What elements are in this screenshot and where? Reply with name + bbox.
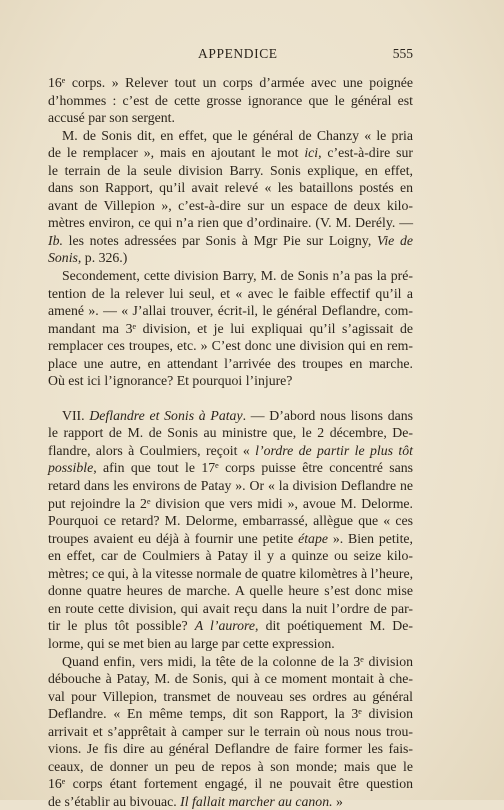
paragraph	[48, 267, 413, 390]
text-line: VII. Deflandre et Sonis à Patay. — D’abord nous lisons dans	[48, 407, 413, 425]
text-line: lorme, qui se met bien au large par cette expression.	[48, 635, 413, 653]
text-line: retard dans les environs de Patay ». Or « la division Deflandre ne	[48, 477, 413, 495]
text-line: de le remplacer », mais en ajoutant le mot ici, c’est-à-dire sur	[48, 144, 413, 162]
text-line: Deflandre. « En même temps, dit son Rapport, la 3ᵉ division	[48, 705, 413, 723]
text-line: tir le plus tôt possible? A l’aurore, dit poétiquement M. De-	[48, 617, 413, 635]
text-line: de s’établir au bivouac. Il fallait marcher au canon. »	[48, 793, 413, 810]
text-line: val pour Villepion, transmet de nouveau ses ordres au général	[48, 688, 413, 706]
text-line: 16ᵉ corps étant fortement engagé, il ne pouvait être question	[48, 775, 413, 793]
text-line: tention de la relever lui seul, et « avec le faible effectif qu’il a	[48, 285, 413, 303]
text-line: dans son Rapport, qu’il avait relevé « les bataillons postés en	[48, 179, 413, 197]
text-line: flandre, alors à Coulmiers, reçoit « l’ordre de partir le plus tôt	[48, 442, 413, 460]
text-line: donne quatre heures de marche. A quelle heure s’est donc mise	[48, 582, 413, 600]
paragraph	[48, 74, 413, 127]
text-line: le terrain de la seule division Barry. Sonis explique, en effet,	[48, 162, 413, 180]
text-line: en route cette division, qui avait reçu dans la nuit l’ordre de par-	[48, 600, 413, 618]
text-line: le rapport de M. de Sonis au ministre que, le 2 décembre, De-	[48, 424, 413, 442]
paragraph	[48, 653, 413, 810]
text-line: vions. Je fis dire au général Deflandre de faire former les fais-	[48, 740, 413, 758]
text-line: put rejoindre la 2ᵉ division que vers midi », avoue M. Delorme.	[48, 495, 413, 513]
text-line: Secondement, cette division Barry, M. de Sonis n’a pas la pré-	[48, 267, 413, 285]
text-line: 16ᵉ corps. » Relever tout un corps d’armée avec une poignée	[48, 74, 413, 92]
text-line: avant de Villepion », c’est-à-dire sur un espace de deux kilo-	[48, 197, 413, 215]
text-line: ceaux, de donner un peu de repos à son monde; mais que le	[48, 758, 413, 776]
text-line: accusé par son sergent.	[48, 109, 413, 127]
text-line: mandant ma 3ᵉ division, et je lui expliquai qu’il s’agissait de	[48, 320, 413, 338]
text-line: M. de Sonis dit, en effet, que le général de Chanzy « le pria	[48, 127, 413, 145]
text-line: possible, afin que tout le 17ᵉ corps puisse être concentré sans	[48, 459, 413, 477]
text-line: d’hommes : c’est de cette grosse ignorance que le général est	[48, 92, 413, 110]
paragraph	[48, 127, 413, 267]
text-line: amené ». — « J’allai trouver, écrit-il, le général Deflandre, com-	[48, 302, 413, 320]
text-line: Pourquoi ce retard? M. Delorme, embarrassé, allègue que « ces	[48, 512, 413, 530]
text-line: débouche à Patay, M. de Sonis, qui à ce moment montait à che-	[48, 670, 413, 688]
paragraph	[48, 407, 413, 653]
text-line: mètres; ce qui, à la vitesse normale de quatre kilomètres à l’heure,	[48, 565, 413, 583]
section-gap	[48, 390, 413, 407]
running-head-title: APPENDICE	[198, 46, 278, 62]
text-line: arrivait et s’apprêtait à camper sur le terrain où nous nous trou-	[48, 723, 413, 741]
text-line: remplacer ces troupes, etc. » C’est donc une division qui en rem-	[48, 337, 413, 355]
page-number: 555	[393, 46, 413, 62]
text-line: Ib. les notes adressées par Sonis à Mgr Pie sur Loigny, Vie de	[48, 232, 413, 250]
text-line: Quand enfin, vers midi, la tête de la colonne de la 3ᵉ division	[48, 653, 413, 671]
text-line: Sonis, p. 326.)	[48, 249, 413, 267]
text-line: troupes avaient eu déjà à fournir une petite étape ». Bien petite,	[48, 530, 413, 548]
text-line: place une autre, en attendant l’arrivée des troupes en marche.	[48, 355, 413, 373]
text-line: Où est ici l’ignorance? Et pourquoi l’injure?	[48, 372, 413, 390]
text-line: en effet, car de Coulmiers à Patay il y a quinze ou seize kilo-	[48, 547, 413, 565]
body-text	[48, 74, 413, 810]
text-line: mètres environ, ce qui n’a rien que d’ordinaire. (V. M. Derély. —	[48, 214, 413, 232]
